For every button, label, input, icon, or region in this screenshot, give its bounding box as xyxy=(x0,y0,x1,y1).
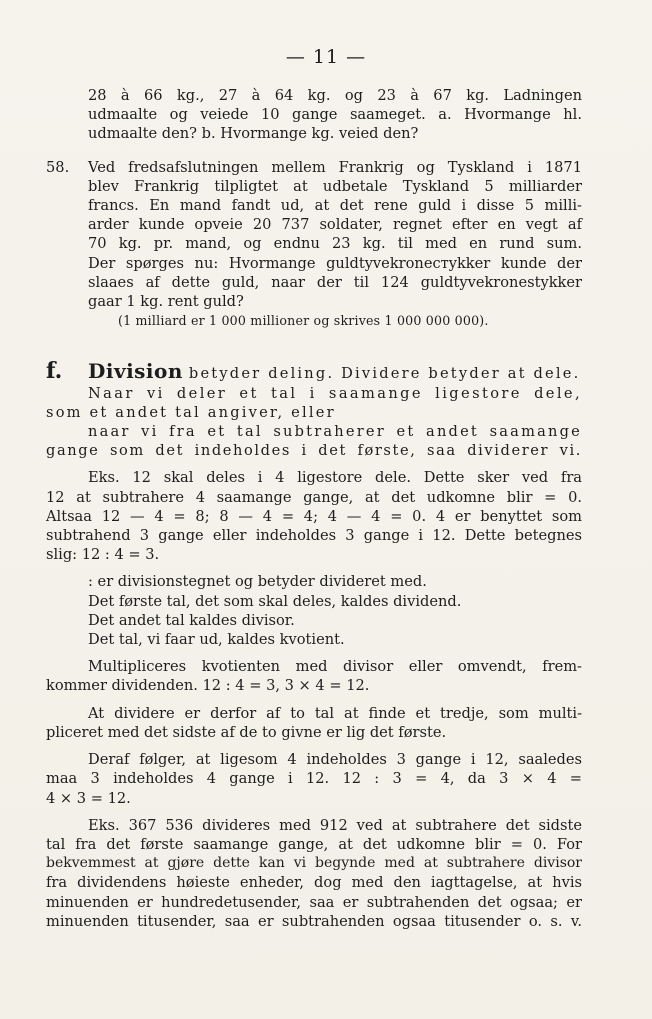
problem-58 xyxy=(46,158,582,312)
text-line: slig: 12 : 4 = 3. xyxy=(46,546,160,564)
page-number: — 11 — xyxy=(285,46,367,68)
text-line: bekvemmest at gjøre dette kan vi begynde med at subtrahere divisor xyxy=(46,855,582,872)
text-line: 28 à 66 kg., 27 à 64 kg. og 23 à 67 kg. Ladningen xyxy=(88,87,582,104)
text-line: blev Frankrig tilpligtet at udbetale Tyskland 5 milliarder xyxy=(88,177,582,195)
text-line: Det første tal, det som skal deles, kaldes dividend. xyxy=(88,592,462,610)
text-line: pliceret med det sidste af de to givne er lig det første. xyxy=(46,723,447,741)
definition-paragraph xyxy=(46,704,582,742)
text-line: Eks. 367 536 divideres med 912 ved at subtrahere det sidste xyxy=(88,816,582,834)
text-line: Eks. 12 skal deles i 4 ligestore dele. Dette sker ved fra xyxy=(88,469,582,487)
text-line: tal fra det første saamange gange, at det udkomne blir = 0. For xyxy=(46,835,582,853)
text-line: maa 3 indeholdes 4 gange i 12. 12 : 3 = 4, da 3 × 4 = xyxy=(46,770,582,788)
text-line: minuenden titusender, saa er subtrahenden ogsaa titusender o. s. v. xyxy=(46,912,582,930)
text-line: Det tal, vi faar ud, kaldes kvotient. xyxy=(88,631,345,649)
text-line: betyder deling. Dividere betyder at dele. xyxy=(188,365,581,383)
page-content xyxy=(46,86,582,931)
text-line: francs. En mand fandt ud, at det rene guld i disse 5 milli- xyxy=(88,197,582,215)
text-line: Deraf følger, at ligesom 4 indeholdes 3 gange i 12, saaledes xyxy=(88,751,582,769)
text-line: At dividere er derfor af to tal at finde et tredje, som multi- xyxy=(88,704,582,722)
text-line: kommer dividenden. 12 : 4 = 3, 3 × 4 = 12. xyxy=(46,677,370,695)
text-line: 70 kg. pr. mand, og endnu 23 kg. til med en rund sum. xyxy=(88,235,582,253)
problem-number: 58. xyxy=(46,158,70,176)
consequence-paragraph xyxy=(46,750,582,808)
text-line: subtrahend 3 gange eller indeholdes 3 gange i 12. Dette betegnes xyxy=(46,527,582,545)
footnote: (1 milliard er 1 000 millioner og skrives 1 000 000 000). xyxy=(118,313,489,329)
terms-block xyxy=(46,572,582,649)
text-line: fra dividendens høieste enheder, dog med den iagttagelse, at hvis xyxy=(46,874,582,892)
text-line: minuenden er hundredetusender, saa er subtrahenden det ogsaa; er xyxy=(46,893,582,911)
text-line: Ved fredsafslutningen mellem Frankrig og Tyskland i 1871 xyxy=(88,158,582,176)
text-line: som et andet tal angiver, eller xyxy=(46,403,336,421)
text-line: gaar 1 kg. rent guld? xyxy=(88,293,244,311)
text-line: udmaalte og veiede 10 gange saameget. a. Hvormange hl. xyxy=(88,106,582,124)
text-line: gange som det indeholdes i det første, saa dividerer vi. xyxy=(46,442,582,460)
text-line: udmaalte den? b. Hvormange kg. veied den? xyxy=(88,125,419,143)
long-division-example xyxy=(46,816,582,931)
example-block xyxy=(46,468,582,564)
text-line: 4 × 3 = 12. xyxy=(46,789,131,807)
text-line: arder kunde opveie 20 737 soldater, regnet efter en vegt af xyxy=(88,216,582,234)
text-line: Multipliceres kvotienten med divisor eller omvendt, frem- xyxy=(88,658,582,676)
text-line: Der spørges nu: Hvormange guldtyvekroneстykker kunde der xyxy=(88,254,582,272)
text-line: 12 at subtrahere 4 saamange gange, at det udkomne blir = 0. xyxy=(46,488,582,506)
definition-block xyxy=(46,384,582,461)
text-line: Naar vi deler et tal i saamange ligestore dele, xyxy=(88,384,582,402)
text-line: slaaes af dette guld, naar der til 124 guldtyvekronestykker xyxy=(88,273,582,291)
text-line: Det andet tal kaldes divisor. xyxy=(88,611,295,629)
section-heading xyxy=(46,358,582,385)
section-letter: f. xyxy=(46,358,63,385)
text-line: : er divisionstegnet og betyder divideret med. xyxy=(88,573,427,591)
text-line: naar vi fra et tal subtraherer et andet saamange xyxy=(88,423,582,441)
multiplication-check xyxy=(46,657,582,695)
problem-continuation xyxy=(46,86,582,144)
text-line: Altsaa 12 — 4 = 8; 8 — 4 = 4; 4 — 4 = 0. 4 er benyttet som xyxy=(46,507,582,525)
section-title: Division xyxy=(88,359,183,384)
